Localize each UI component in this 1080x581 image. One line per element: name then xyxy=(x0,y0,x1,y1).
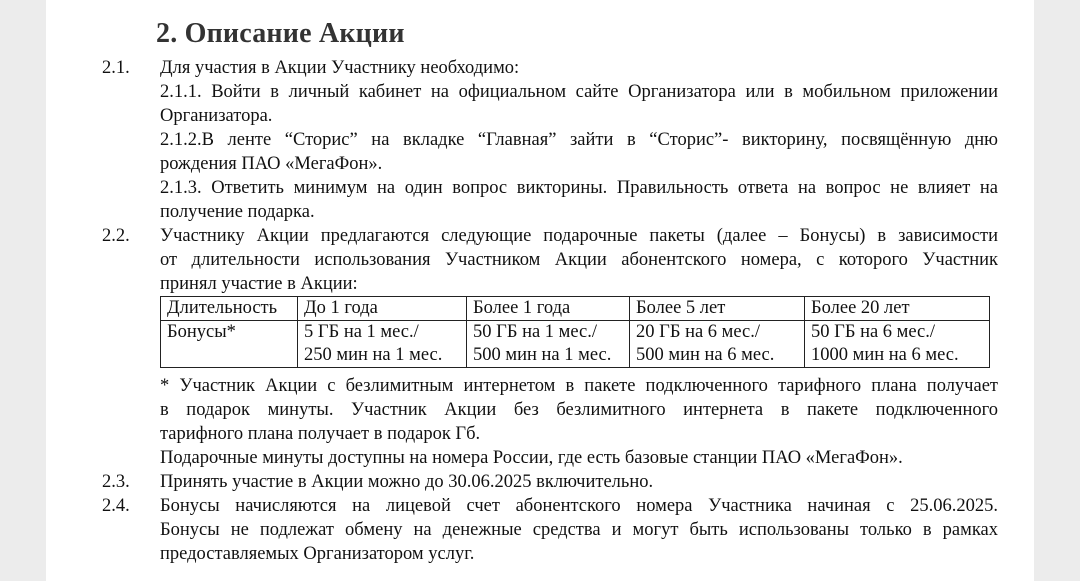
item-2-4-line-2: Бонусы не подлежат обмену на денежные средства и могут быть использованы только в рамках xyxy=(160,520,998,540)
section-heading: 2. Описание Акции xyxy=(156,18,405,49)
item-2-1-2-line-2: рождения ПАО «МегаФон». xyxy=(160,154,383,174)
item-number-2-3: 2.3. xyxy=(102,472,130,492)
table-header-row xyxy=(161,297,990,321)
item-number-2-4: 2.4. xyxy=(102,496,130,516)
item-2-4-line-1: Бонусы начисляются на лицевой счет абонентского номера Участника начиная с 25.06.2025. xyxy=(160,496,998,516)
item-2-1-text: Для участия в Акции Участнику необходимо: xyxy=(160,58,520,78)
table-cell xyxy=(467,321,630,368)
item-2-2-line-3: принял участие в Акции: xyxy=(160,274,358,294)
item-2-1-3-line-1: 2.1.3. Ответить минимум на один вопрос викторины. Правильность ответа на вопрос не влияет на xyxy=(160,178,998,198)
cell-line: 50 ГБ на 6 мес./ xyxy=(811,322,936,342)
cell-line: 500 мин на 6 мес. xyxy=(636,345,775,365)
table-header-cell: До 1 года xyxy=(298,297,467,321)
footnote-line-1: * Участник Акции с безлимитным интернетом в пакете подключенного тарифного плана получает xyxy=(160,376,998,396)
table-header-cell: Более 5 лет xyxy=(630,297,805,321)
item-2-2-line-1: Участнику Акции предлагаются следующие подарочные пакеты (далее – Бонусы) в зависимости xyxy=(160,226,998,246)
item-2-1-3-line-2: получение подарка. xyxy=(160,202,315,222)
item-2-4-line-3: предоставляемых Организатором услуг. xyxy=(160,544,475,564)
cell-line: 1000 мин на 6 мес. xyxy=(811,345,959,365)
table-row-label: Бонусы* xyxy=(161,321,298,368)
footnote-line-4: Подарочные минуты доступны на номера России, где есть базовые станции ПАО «МегаФон». xyxy=(160,448,903,468)
cell-line: 20 ГБ на 6 мес./ xyxy=(636,322,761,342)
table-header-cell: Более 1 года xyxy=(467,297,630,321)
cell-line: 500 мин на 1 мес. xyxy=(473,345,612,365)
table-cell xyxy=(298,321,467,368)
item-2-1-1-line-1: 2.1.1. Войти в личный кабинет на официальном сайте Организатора или в мобильном приложении xyxy=(160,82,998,102)
bonus-table xyxy=(160,296,990,368)
footnote-line-2: в подарок минуты. Участник Акции без безлимитного интернета в пакете подключенного xyxy=(160,400,998,420)
item-2-1-2-line-1: 2.1.2.В ленте “Сторис” на вкладке “Главная” зайти в “Сторис”- викторину, посвящённую дню xyxy=(160,130,998,150)
table-cell xyxy=(630,321,805,368)
footnote-line-3: тарифного плана получает в подарок Гб. xyxy=(160,424,481,444)
cut-off-text-line xyxy=(330,0,560,4)
item-2-1-1-line-2: Организатора. xyxy=(160,106,273,126)
item-number-2-1: 2.1. xyxy=(102,58,130,78)
table-cell xyxy=(805,321,990,368)
table-header-cell: Длительность xyxy=(161,297,298,321)
cell-line: 5 ГБ на 1 мес./ xyxy=(304,322,419,342)
table-row xyxy=(161,321,990,368)
item-2-3-text: Принять участие в Акции можно до 30.06.2025 включительно. xyxy=(160,472,654,492)
table-header-cell: Более 20 лет xyxy=(805,297,990,321)
cell-line: 250 мин на 1 мес. xyxy=(304,345,443,365)
cell-line: 50 ГБ на 1 мес./ xyxy=(473,322,598,342)
item-2-2-line-2: от длительности использования Участником Акции абонентского номера, с которого Участник xyxy=(160,250,998,270)
item-number-2-2: 2.2. xyxy=(102,226,130,246)
